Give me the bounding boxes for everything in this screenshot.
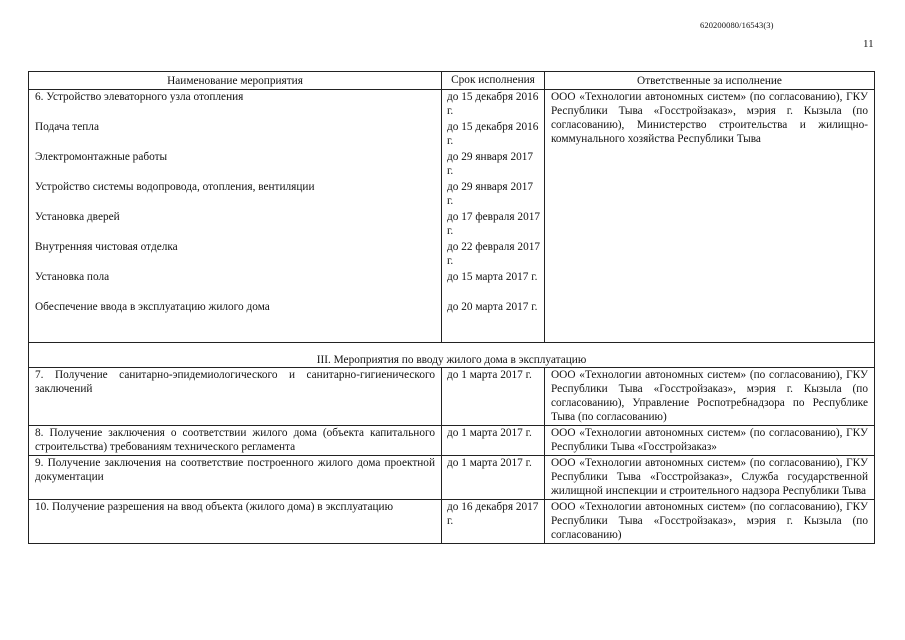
table-row [29, 456, 875, 500]
column-header-responsible: Ответственные за исполнение [545, 72, 875, 90]
deadline-item: до 15 декабря 2016 г. [447, 91, 539, 117]
table-header-row [29, 72, 875, 90]
deadline-item: до 15 декабря 2016 г. [447, 121, 539, 147]
table-row [29, 368, 875, 426]
activity-item: Внутренняя чистовая отделка [35, 241, 178, 253]
deadline-cell: до 1 марта 2017 г. [442, 456, 545, 500]
responsible-cell: ООО «Технологии автономных систем» (по согласованию), ГКУ Республики Тыва «Госстройзаказ» [545, 426, 875, 456]
activity-list [29, 90, 442, 343]
activity-item: Обеспечение ввода в эксплуатацию жилого дома [35, 301, 270, 313]
column-header-deadline: Срок исполнения [442, 72, 545, 90]
responsible-cell: ООО «Технологии автономных систем» (по согласованию), ГКУ Республики Тыва «Госстройзаказ», Служба государственной жилищной инспекции и строительного надзора Республики Тыва [545, 456, 875, 500]
activity-item: Установка пола [35, 271, 110, 283]
activity-cell: 7. Получение санитарно-эпидемиологического и санитарно-гигиенического заключений [29, 368, 442, 426]
activity-item: Электромонтажные работы [35, 151, 168, 163]
activity-cell: 10. Получение разрешения на ввод объекта (жилого дома) в эксплуатацию [29, 500, 442, 544]
table-row [29, 500, 875, 544]
activity-cell: 8. Получение заключения о соответствии жилого дома (объекта капитального строительства) требованиям технического регламента [29, 426, 442, 456]
deadline-item: до 20 марта 2017 г. [447, 301, 538, 313]
deadline-cell: до 1 марта 2017 г. [442, 426, 545, 456]
section-title: III. Мероприятия по вводу жилого дома в эксплуатацию [29, 343, 875, 368]
activity-item: 6. Устройство элеваторного узла отопления [35, 91, 244, 103]
responsible-cell: ООО «Технологии автономных систем» (по согласованию), ГКУ Республики Тыва «Госстройзаказ», мэрия г. Кызыла (по согласованию), Управление Роспотребнадзора по Республике Тыва (по согласованию) [545, 368, 875, 426]
activity-cell: 9. Получение заключения на соответствие построенного жилого дома проектной документации [29, 456, 442, 500]
activity-item: Установка дверей [35, 211, 120, 223]
deadline-item: до 17 февраля 2017 г. [447, 211, 541, 237]
responsible-cell: ООО «Технологии автономных систем» (по согласованию), ГКУ Республики Тыва «Госстройзаказ», мэрия г. Кызыла (по согласованию) [545, 500, 875, 544]
deadline-item: до 29 января 2017 г. [447, 151, 534, 177]
deadline-item: до 22 февраля 2017 г. [447, 241, 541, 267]
activities-table [28, 71, 875, 544]
responsible-cell: ООО «Технологии автономных систем» (по согласованию), ГКУ Республики Тыва «Госстройзаказ», мэрия г. Кызыла (по согласованию), Министерство строительства и жилищно-коммунального хозяйства Республики Тыва [545, 90, 875, 343]
deadline-cell: до 16 декабря 2017 г. [442, 500, 545, 544]
deadline-list [442, 90, 545, 343]
deadline-item: до 15 марта 2017 г. [447, 271, 538, 283]
document-number: 620200080/16543(3) [700, 20, 774, 30]
activity-item: Подача тепла [35, 121, 99, 133]
column-header-activity: Наименование мероприятия [29, 72, 442, 90]
activity-item: Устройство системы водопровода, отопления, вентиляции [35, 181, 315, 193]
page-number: 11 [863, 38, 874, 50]
table-row [29, 426, 875, 456]
table-row-group-6 [29, 90, 875, 343]
deadline-cell: до 1 марта 2017 г. [442, 368, 545, 426]
deadline-item: до 29 января 2017 г. [447, 181, 534, 207]
section-row [29, 343, 875, 368]
